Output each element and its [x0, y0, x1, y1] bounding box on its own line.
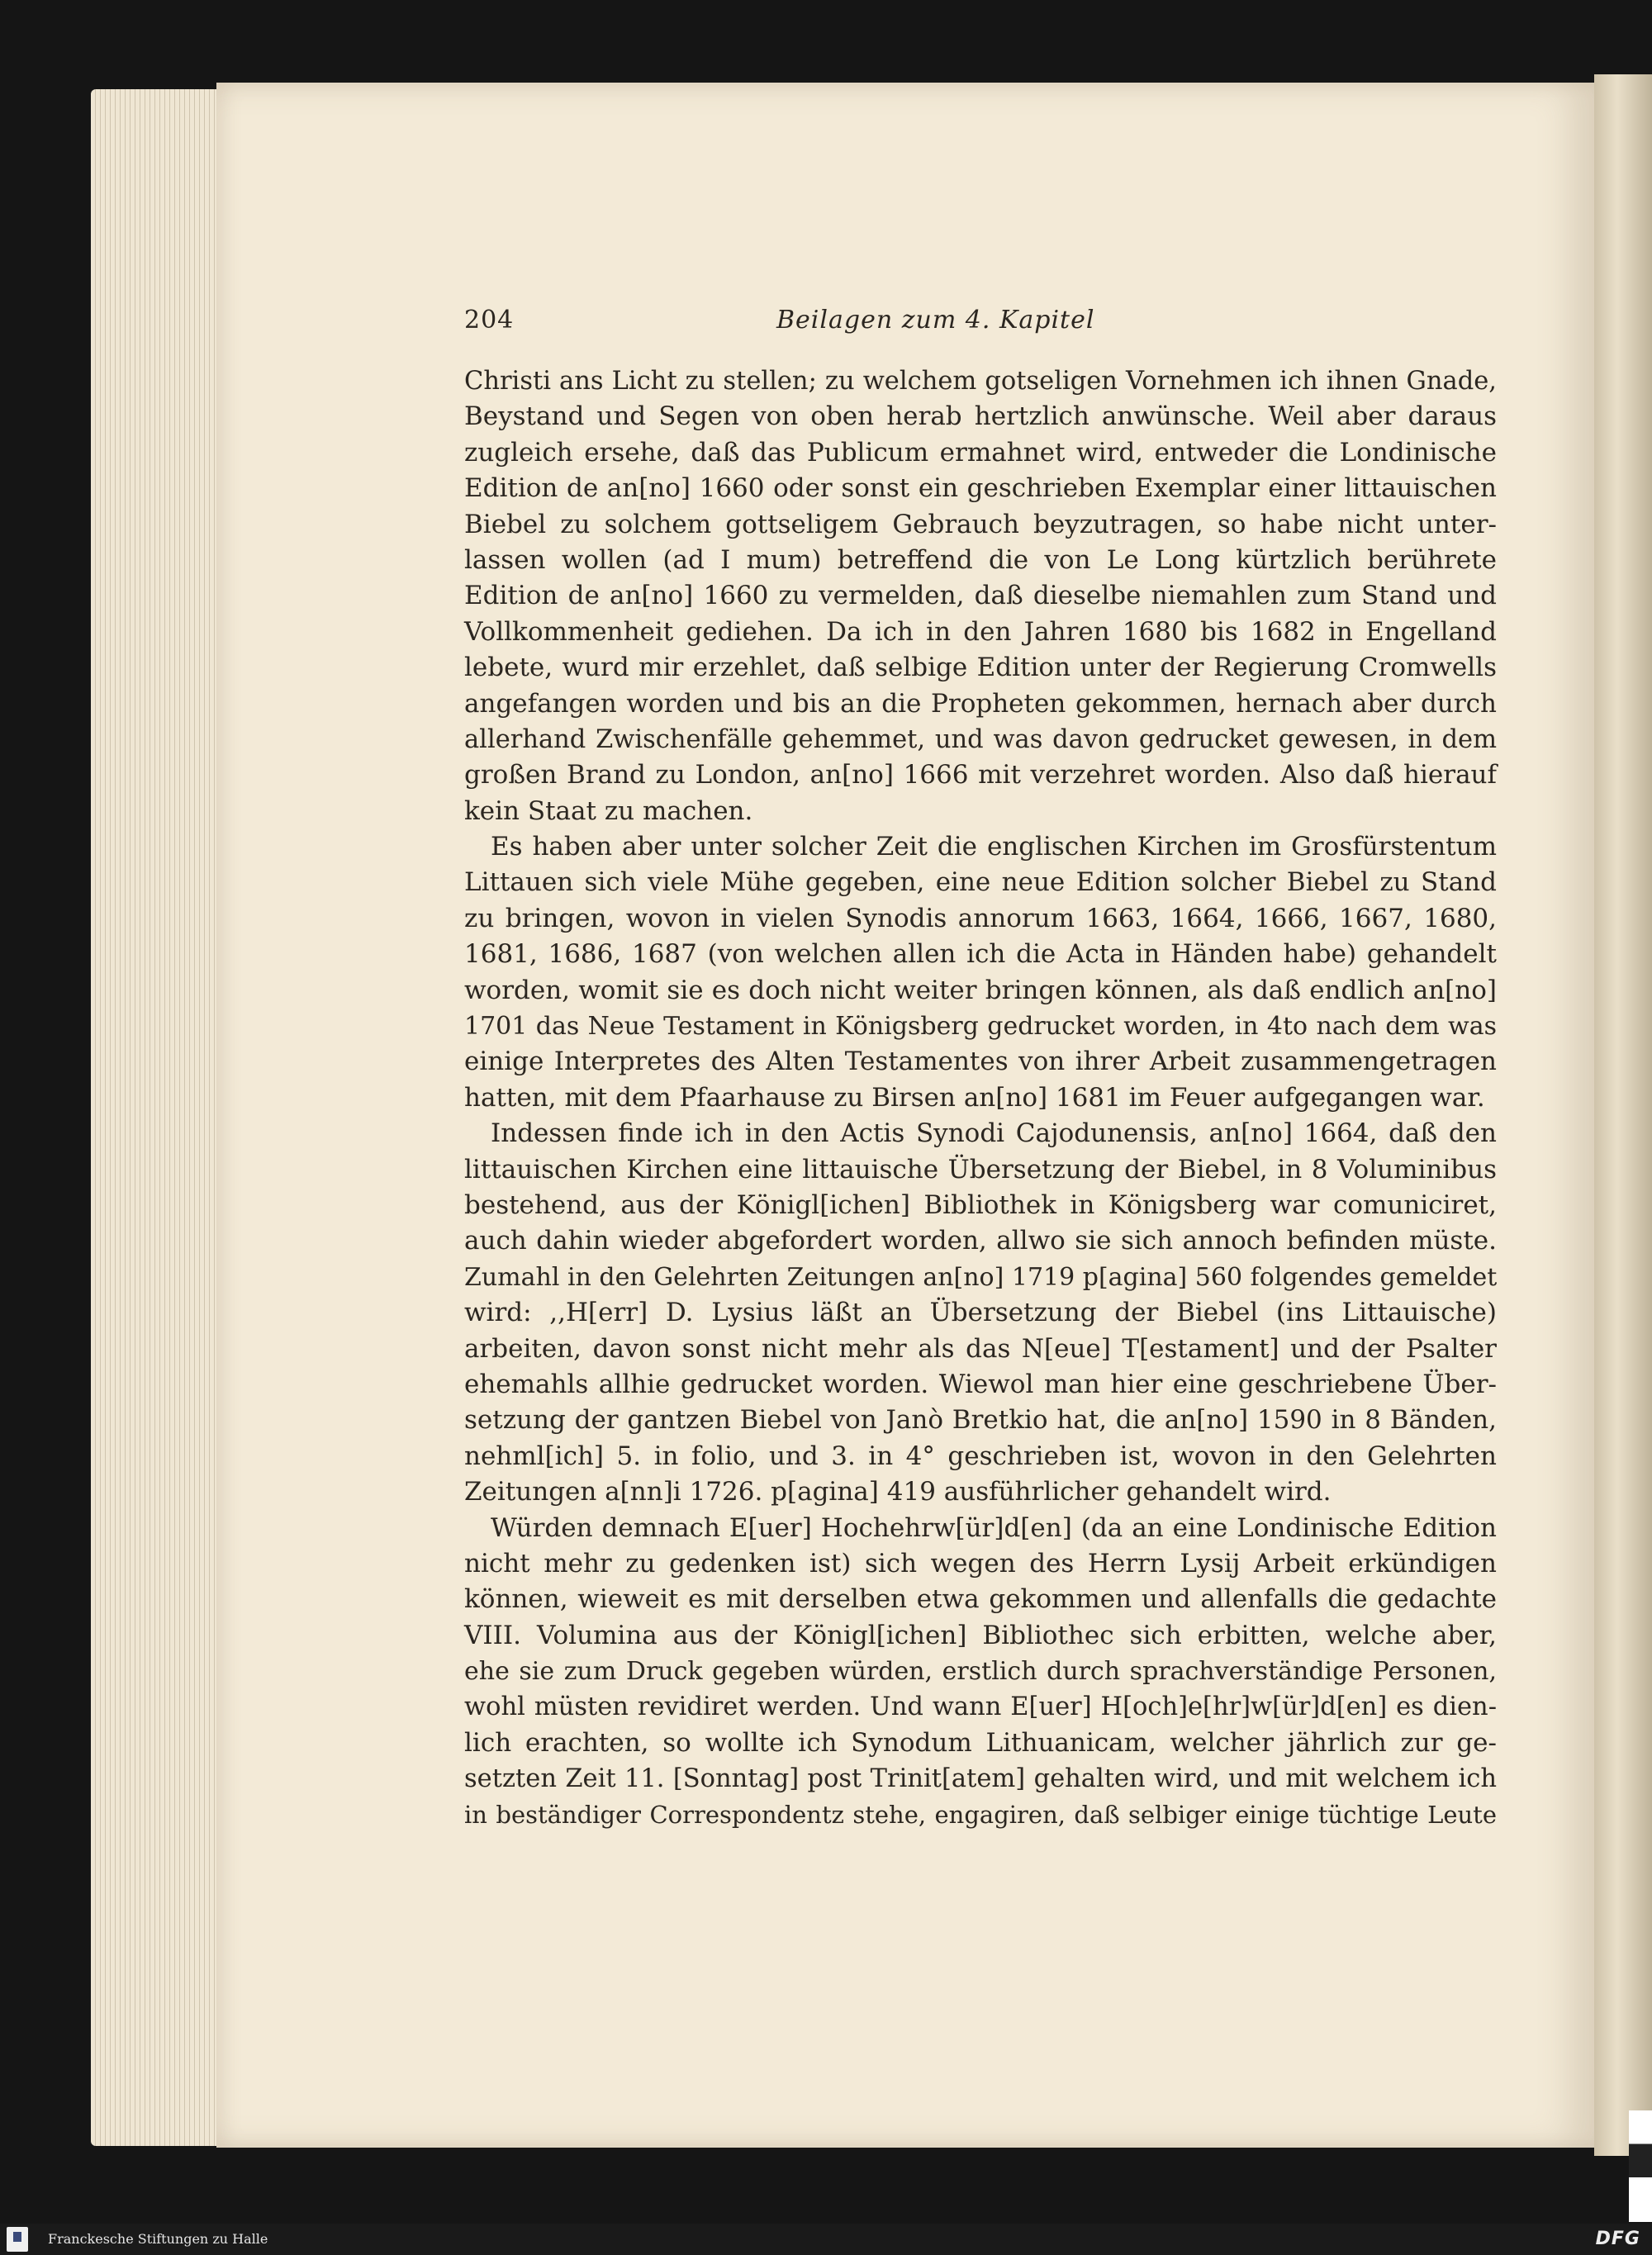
page-number: 204 — [464, 306, 515, 335]
text-line: 1681, 1686, 1687 (von welchen allen ich die Acta in Händen habe) gehandelt — [464, 939, 1497, 970]
text-line: 1701 das Neue Testament in Königsberg gedrucket worden, in 4to nach dem was — [464, 1012, 1497, 1042]
paragraph-1 — [464, 363, 1497, 829]
text-line: zu bringen, wovon in vielen Synodis annorum 1663, 1664, 1666, 1667, 1680, — [464, 903, 1497, 933]
dfg-logo: DFG — [1595, 2229, 1640, 2249]
text-line: wird: ,,H[err] D. Lysius läßt an Übersetzung der Biebel (ins Littauische) — [464, 1298, 1497, 1328]
text-line: Edition de an[no] 1660 oder sonst ein geschrieben Exemplar einer littauischen — [464, 473, 1497, 504]
text-line: littauischen Kirchen eine littauische Übersetzung der Biebel, in 8 Voluminibus — [464, 1154, 1497, 1184]
text-line: Christi ans Licht zu stellen; zu welchem gotseligen Vornehmen ich ihnen Gnade, — [464, 367, 1497, 396]
scan-color-bar — [1629, 2110, 1652, 2222]
francke-foundations-logo-icon — [7, 2227, 28, 2252]
paragraph-3 — [464, 1116, 1497, 1510]
text-line: lassen wollen (ad I mum) betreffend die von Le Long kürtzlich berührete — [464, 544, 1497, 575]
text-line: allerhand Zwischenfälle gehemmet, und was davon gedrucket gewesen, in dem — [464, 724, 1497, 754]
text-line: Edition de an[no] 1660 zu vermelden, daß dieselbe niemahlen zum Stand und — [464, 581, 1497, 611]
text-line: ehe sie zum Druck gegeben würden, erstlich durch sprachverständige Personen, — [464, 1657, 1497, 1687]
paragraph-2 — [464, 829, 1497, 1116]
paragraph-4 — [464, 1511, 1497, 1834]
text-line: Würden demnach E[uer] Hochehrw[ür]d[en] (da an eine Londinische Edition — [491, 1512, 1497, 1543]
text-line: auch dahin wieder abgefordert worden, allwo sie sich annoch befinden müste. — [464, 1226, 1497, 1256]
facing-page-edge — [1594, 74, 1652, 2156]
text-line: lebete, wurd mir erzehlet, daß selbige Edition unter der Regierung Cromwells — [464, 653, 1497, 683]
text-line: Es haben aber unter solcher Zeit die englischen Kirchen im Grosfürstentum — [491, 832, 1497, 862]
text-line: kein Staat zu machen. — [464, 795, 753, 826]
text-line: nicht mehr zu gedenken ist) sich wegen des Herrn Lysij Arbeit erkündigen — [464, 1548, 1497, 1578]
text-line: bestehend, aus der Königl[ichen] Bibliothek in Königsberg war comuniciret, — [464, 1189, 1497, 1220]
text-line: setzung der gantzen Biebel von Janò Bretkio hat, die an[no] 1590 in 8 Bänden, — [464, 1405, 1497, 1436]
page-header — [464, 306, 1497, 347]
text-line: setzten Zeit 11. [Sonntag] post Trinit[atem] gehalten wird, und mit welchem ich — [464, 1764, 1497, 1794]
running-head: Beilagen zum 4. Kapitel — [776, 306, 1095, 335]
text-line: Beystand und Segen von oben herab hertzlich anwünsche. Weil aber daraus — [464, 401, 1497, 432]
institution-name: Franckesche Stiftungen zu Halle — [48, 2231, 268, 2247]
text-line: Biebel zu solchem gottseligem Gebrauch beyzutragen, so habe nicht unter- — [464, 509, 1497, 539]
text-line: einige Interpretes des Alten Testamentes von ihrer Arbeit zusammengetragen — [464, 1047, 1497, 1077]
text-line: hatten, mit dem Pfaarhause zu Birsen an[no] 1681 im Feuer aufgegangen war. — [464, 1082, 1485, 1113]
text-line: großen Brand zu London, an[no] 1666 mit verzehret worden. Also daß hierauf — [464, 760, 1497, 790]
text-line: worden, womit sie es doch nicht weiter bringen können, als daß endlich an[no] — [464, 975, 1497, 1005]
text-line: Littauen sich viele Mühe gegeben, eine neue Edition solcher Biebel zu Stand — [464, 867, 1497, 898]
text-line: ehemahls allhie gedrucket worden. Wiewol man hier eine geschriebene Über- — [464, 1369, 1497, 1399]
text-line: zugleich ersehe, daß das Publicum ermahnet wird, entweder die Londinische — [464, 437, 1497, 468]
viewer-footer — [0, 2224, 1652, 2255]
text-line: in beständiger Correspondentz stehe, engagiren, daß selbiger einige tüchtige Leute — [464, 1800, 1497, 1829]
page-stack-edges — [91, 89, 227, 2146]
text-line: nehml[ich] 5. in folio, und 3. in 4° geschrieben ist, wovon in den Gelehrten — [464, 1441, 1497, 1471]
text-line: können, wieweit es mit derselben etwa gekommen und allenfalls die gedachte — [464, 1584, 1497, 1615]
text-line: angefangen worden und bis an die Propheten gekommen, hernach aber durch — [464, 688, 1497, 719]
text-line: Zumahl in den Gelehrten Zeitungen an[no] 1719 p[agina] 560 folgendes gemeldet — [464, 1262, 1498, 1292]
text-line: Zeitungen a[nn]i 1726. p[agina] 419 ausführlicher gehandelt wird. — [464, 1477, 1332, 1507]
text-line: VIII. Volumina aus der Königl[ichen] Bibliothec sich erbitten, welche aber, — [464, 1620, 1497, 1650]
body-text — [464, 363, 1497, 1833]
text-line: Vollkommenheit gediehen. Da ich in den Jahren 1680 bis 1682 in Engelland — [464, 616, 1497, 647]
text-line: arbeiten, davon sonst nicht mehr als das N[eue] T[estament] und der Psalter — [464, 1333, 1497, 1364]
text-line: Indessen finde ich in den Actis Synodi Cajodunensis, an[no] 1664, daß den — [491, 1118, 1497, 1149]
text-line: lich erachten, so wollte ich Synodum Lithuanicam, welcher jährlich zur ge- — [464, 1727, 1497, 1758]
text-line: wohl müsten revidiret werden. Und wann E[uer] H[och]e[hr]w[ür]d[en] es dien- — [464, 1692, 1497, 1722]
